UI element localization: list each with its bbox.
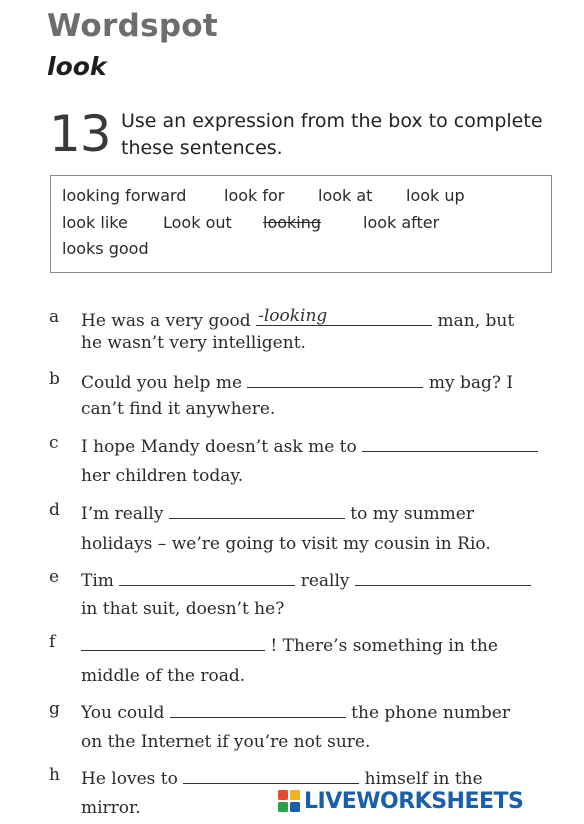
box-item: look up [406,186,465,205]
answer-blank[interactable] [183,765,359,784]
section-subtitle: look [47,52,107,81]
answer-blank[interactable] [119,567,295,586]
question-text: He loves to [81,769,178,789]
question-line-2: can’t find it anywhere. [81,399,276,419]
answer-blank[interactable] [81,632,265,651]
example-answer: -looking [258,306,328,326]
question-text: I’m really [81,504,164,524]
answer-blank[interactable] [362,433,538,452]
question-line-1 [81,307,514,331]
question-line-1 [81,433,538,457]
answer-blank[interactable] [170,699,346,718]
question-letter: a [49,307,60,327]
question-e [0,567,584,619]
brand-name: LIVEWORKSHEETS [304,788,524,814]
expression-box [50,175,552,273]
question-line-2: in that suit, doesn’t he? [81,599,285,619]
question-letter: h [49,765,60,785]
question-line-1 [81,632,498,656]
question-line-1 [81,500,474,524]
box-item: look at [318,186,373,205]
question-d [0,500,584,554]
question-b [0,369,584,419]
question-text: my bag? I [428,373,514,393]
question-g [0,699,584,752]
question-text: to my summer [350,504,474,524]
question-line-2: on the Internet if you’re not sure. [81,732,371,752]
box-item: looking forward [62,186,187,205]
question-text: himself in the [364,769,483,789]
question-letter: g [49,699,60,719]
question-letter: c [49,433,59,453]
question-line-2: holidays – we’re going to visit my cousin in Rio. [81,534,491,554]
question-letter: f [49,632,56,652]
question-line-2: her children today. [81,466,244,486]
answer-blank[interactable] [355,567,531,586]
exercise-number: 13 [49,105,111,163]
box-item: looks good [62,239,149,258]
question-text: man, but [437,311,515,331]
box-item: Look out [163,213,232,232]
question-letter: b [49,369,60,389]
answer-blank[interactable] [256,307,432,326]
question-line-2: mirror. [81,798,141,818]
question-line-2: he wasn’t very intelligent. [81,333,306,353]
answer-blank[interactable] [169,500,345,519]
question-f [0,632,584,686]
question-letter: d [49,500,60,520]
question-text: the phone number [351,703,510,723]
box-item: look like [62,213,128,232]
liveworksheets-logo-icon [277,789,301,813]
question-text: He was a very good [81,311,251,331]
box-item: look for [224,186,285,205]
brand-watermark[interactable] [277,786,523,816]
question-c [0,433,584,486]
question-text: ! There’s something in the [270,636,498,656]
question-text: really [300,571,350,591]
instruction-line-1: Use an expression from the box to complete [121,110,543,132]
question-a [0,306,584,353]
answer-blank[interactable] [247,369,423,388]
instruction-line-2: these sentences. [121,137,283,159]
question-text: Tim [81,571,114,591]
question-text: You could [81,703,165,723]
box-item-used: looking [263,213,322,232]
question-line-1 [81,699,510,723]
question-letter: e [49,567,60,587]
question-text: Could you help me [81,373,243,393]
box-item: look after [363,213,440,232]
question-line-2: middle of the road. [81,666,246,686]
question-line-1 [81,369,513,393]
section-title: Wordspot [47,8,219,44]
exercise-instruction [121,108,561,162]
question-line-1 [81,567,531,591]
question-text: I hope Mandy doesn’t ask me to [81,437,357,457]
